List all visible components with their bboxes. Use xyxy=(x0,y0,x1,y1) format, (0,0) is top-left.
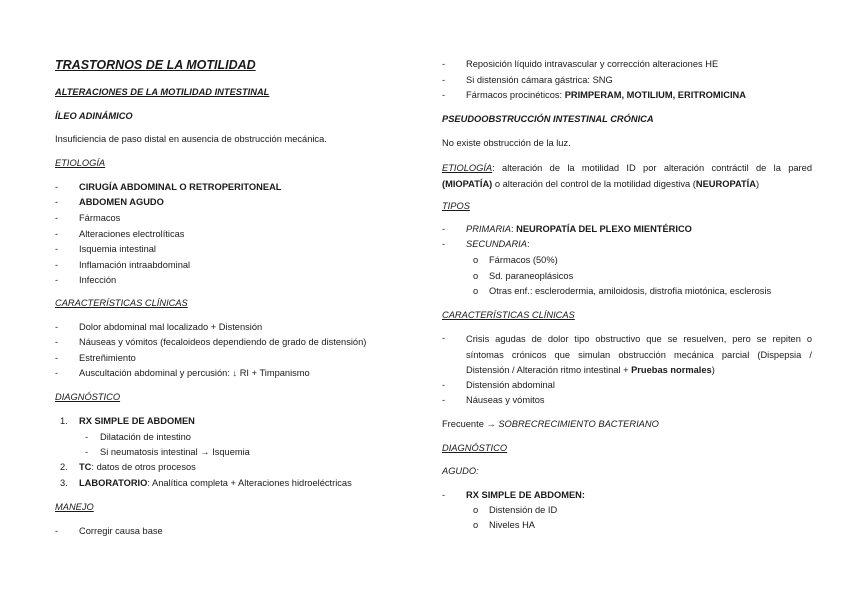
dash-bullet: - xyxy=(55,213,59,223)
dash-bullet: - xyxy=(55,368,59,378)
diagnostico-heading-right: DIAGNÓSTICO xyxy=(442,443,508,453)
etiologia-paragraph: ETIOLOGÍA: alteración de la motilidad ID por alteración contráctil de la pared (MIOPATÍA) o alteración del control de la motilidad digestiva (NEUROPATÍA) xyxy=(442,163,812,189)
page-title: TRASTORNOS DE LA MOTILIDAD xyxy=(55,58,256,72)
dash-bullet: - xyxy=(55,322,59,332)
circle-bullet: o xyxy=(473,505,479,515)
frecuente-line: Frecuente → SOBRECRECIMIENTO BACTERIANO xyxy=(442,419,659,429)
dash-bullet: - xyxy=(442,75,446,85)
dash-bullet: - xyxy=(442,490,446,500)
circle-bullet: o xyxy=(473,255,479,265)
dash-bullet: - xyxy=(442,59,446,69)
dash-bullet: - xyxy=(442,380,446,390)
section-subtitle: ALTERACIONES DE LA MOTILIDAD INTESTINAL xyxy=(55,87,270,97)
ileo-heading: ÍLEO ADINÁMICO xyxy=(55,111,133,121)
etiologia-heading: ETIOLOGÍA xyxy=(55,158,106,168)
dash-bullet: - xyxy=(55,275,59,285)
dash-bullet: - xyxy=(442,395,446,405)
dash-bullet: - xyxy=(442,224,446,234)
pseudo-heading: PSEUDOOBSTRUCCIÓN INTESTINAL CRÓNICA xyxy=(442,114,654,124)
clinicas-heading-right: CARACTERÍSTICAS CLÍNICAS xyxy=(442,310,575,320)
dash-bullet: - xyxy=(442,90,446,100)
dash-bullet: - xyxy=(55,182,59,192)
dash-bullet: - xyxy=(55,260,59,270)
dash-bullet: - xyxy=(85,447,89,457)
dash-bullet: - xyxy=(85,432,89,442)
ileo-description: Insuficiencia de paso distal en ausencia de obstrucción mecánica. xyxy=(55,134,327,144)
manejo-heading: MANEJO xyxy=(55,502,94,512)
circle-bullet: o xyxy=(473,271,479,281)
dash-bullet: - xyxy=(55,244,59,254)
agudo-label: AGUDO: xyxy=(442,466,479,476)
clinicas-heading: CARACTERÍSTICAS CLÍNICAS xyxy=(55,298,188,308)
dash-bullet: - xyxy=(55,353,59,363)
document-page: TRASTORNOS DE LA MOTILIDAD ALTERACIONES DE LA MOTILIDAD INTESTINAL ÍLEO ADINÁMICO Insuficiencia de paso distal en ausencia de obstrucción mecánica. ETIOLOGÍA - CIRUGÍA ABDOMINAL O RETROPERITONEAL - ABDOMEN AGUDO - Fármacos - Alteraciones electrolíticas - Isquemia intestinal - Inflamación intraabdominal - Infección CARACTERÍSTICAS CLÍNICAS - Dolor abdominal mal localizado + Distensión - Náuseas y vómitos (fecaloideos dependiendo de grado de distensión) - Estreñimiento - Auscultación abdominal y percusión: ↓ RI + Timpanismo DIAGNÓSTICO 1. RX SIMPLE DE ABDOMEN - Dilatación de intestino - Si neumatosis intestinal → Isquemia 2. TC: datos de otros procesos 3. LABORATORIO: Analítica completa + Alteraciones hidroeléctricas MANEJO - Corregir causa base - Reposición líquido intravascular y corrección alteraciones HE - Si distensión cámara gástrica: SNG - Fármacos procinéticos: PRIMPERAM, MOTILIUM, ERITROMICINA PSEUDOOBSTRUCCIÓN INTESTINAL CRÓNICA No existe obstrucción de la luz. ETIOLOGÍA: alteración de la motilidad ID por alteración contráctil de la pared (MIOPATÍA) o alteración del control de la motilidad digestiva (NEUROPATÍA) TIPOS - PRIMARIA: NEUROPATÍA DEL PLEXO MIENTÉRICO - SECUNDARIA: o Fármacos (50%) o Sd. paraneoplásicos o Otras enf.: esclerodermia, amiloidosis, distrofia miotónica, esclerosis CARACTERÍSTICAS CLÍNICAS - Crisis agudas de dolor tipo obstructivo que se resuelven, pero se repiten o síntomas crónicos que simulan obstrucción mecánica parcial (Dispepsia / Distensión / Alteración ritmo intestinal + Pruebas normales) - Distensión abdominal - Náuseas y vómitos Frecuente → SOBRECRECIMIENTO BACTERIANO DIAGNÓSTICO AGUDO: - RX SIMPLE DE ABDOMEN: o Distensión de ID o Niveles HA xyxy=(55,58,812,536)
dash-bullet: - xyxy=(55,197,59,207)
dash-bullet: - xyxy=(442,333,446,343)
circle-bullet: o xyxy=(473,520,479,530)
dash-bullet: - xyxy=(55,337,59,347)
circle-bullet: o xyxy=(473,286,479,296)
dash-bullet: - xyxy=(55,526,59,536)
dash-bullet: - xyxy=(55,229,59,239)
dash-bullet: - xyxy=(442,239,446,249)
pseudo-description: No existe obstrucción de la luz. xyxy=(442,138,571,148)
tipos-heading: TIPOS xyxy=(442,201,470,211)
diagnostico-heading: DIAGNÓSTICO xyxy=(55,392,121,402)
